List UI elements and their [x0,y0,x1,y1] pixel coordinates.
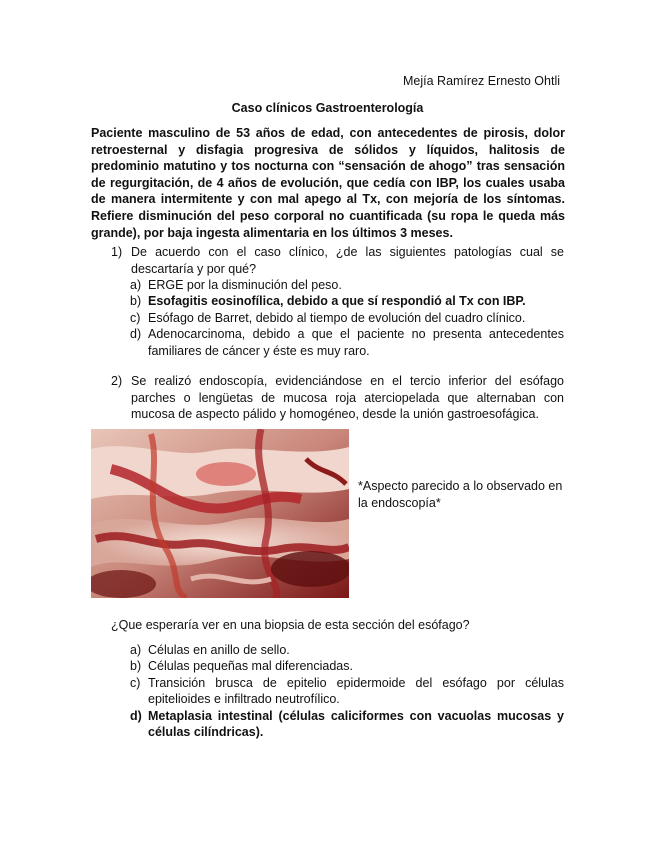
option-text: Adenocarcinoma, debido a que el paciente no presenta antecedentes familiares de cáncer y éste es muy raro. [148,327,564,358]
author-name: Mejía Ramírez Ernesto Ohtli [403,74,560,88]
option-3b [130,658,564,674]
option-text: Esófago de Barret, debido al tiempo de evolución del cuadro clínico. [148,310,526,325]
figure-caption: *Aspecto parecido a lo observado en la endoscopía* [358,479,563,510]
question-2-number: 2) [111,374,123,388]
option-letter: d) [130,708,142,723]
option-letter: b) [130,659,142,674]
endoscopy-photo [91,429,349,598]
question-3-text: ¿Que esperaría ver en una biopsia de esta sección del esófago? [111,618,470,632]
question-1-number: 1) [111,245,123,259]
option-letter: a) [130,278,142,292]
option-3c [130,675,564,708]
option-letter: c) [130,310,141,325]
option-letter: c) [130,675,141,690]
option-1a [130,277,564,293]
question-1-options [130,277,564,359]
endoscopy-image [91,429,349,598]
option-text: Células en anillo de sello. [148,643,290,657]
question-2 [111,373,564,423]
option-letter: a) [130,643,142,657]
option-text: Metaplasia intestinal (células caliciformes con vacuolas mucosas y células cilíndricas). [148,708,564,740]
question-2-text: Se realizó endoscopía, evidenciándose en el tercio inferior del esófago parches o lengüetas de mucosa roja aterciopelada que alternaban con mucosa de aspecto pálido y homogéneo, desde la unión gastroesofágica. [131,374,564,422]
option-3a [130,642,564,658]
option-1d [130,326,564,359]
question-3-options [130,642,564,740]
option-1c [130,310,564,326]
case-description: Paciente masculino de 53 años de edad, con antecedentes de pirosis, dolor retroesternal y disfagia progresiva de sólidos y líquidos, halitosis de predominio matutino y tos nocturna con “sensación de ahogo” tras sensación de regurgitación, de 4 años de evolución, que cedía con IBP, los cuales usaba de manera intermitente y con mal apego al Tx, con mejoría de los síntomas. Refiere disminución del peso corporal no cuantificada (su ropa le queda más grande), por baja ingesta alimentaria en los últimos 3 meses. [91,126,565,240]
option-1b [130,293,564,309]
option-text: ERGE por la disminución del peso. [148,278,342,292]
option-3d [130,708,564,741]
question-1-text: De acuerdo con el caso clínico, ¿de las siguientes patologías cual se descartaría y por qué? [131,245,564,276]
option-text: Transición brusca de epitelio epidermoide del esófago por células epitelioides e infiltrado neutrofílico. [148,675,564,707]
option-text: Esofagitis eosinofílica, debido a que sí respondió al Tx con IBP. [148,294,526,309]
document-title: Caso clínicos Gastroenterología [231,101,424,115]
option-text: Células pequeñas mal diferenciadas. [148,659,353,674]
option-letter: b) [130,294,142,309]
option-letter: d) [130,327,142,342]
question-1 [111,244,564,277]
